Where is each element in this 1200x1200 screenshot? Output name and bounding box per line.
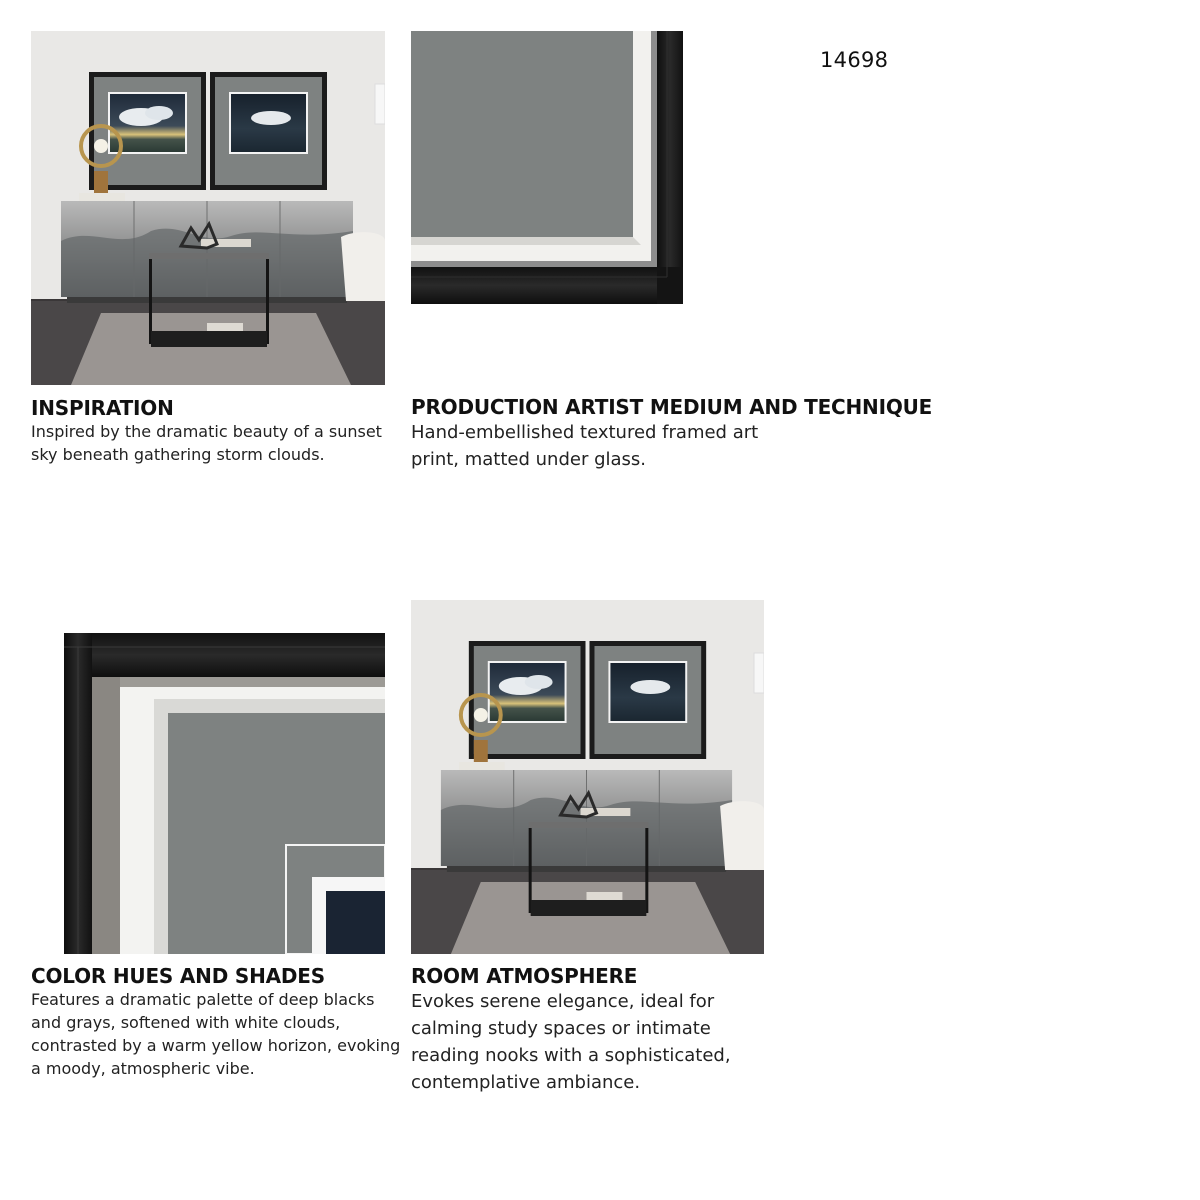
- product-sku: 14698: [820, 48, 889, 72]
- description-line: Inspired by the dramatic beauty of a sunset: [31, 422, 382, 441]
- description-line: print, matted under glass.: [411, 449, 647, 470]
- section-room-atmosphere: [411, 964, 811, 1096]
- section-inspiration: [31, 396, 401, 466]
- description-line: Evokes serene elegance, ideal for: [411, 991, 715, 1012]
- section-medium-technique: [411, 395, 931, 473]
- description-line: and grays, softened with white clouds,: [31, 1013, 341, 1032]
- description-line: a moody, atmospheric vibe.: [31, 1059, 255, 1078]
- room-photo-inspiration: [31, 31, 385, 385]
- frame-corner-closeup: [411, 31, 683, 304]
- section-title: ROOM ATMOSPHERE: [411, 964, 638, 988]
- section-title: INSPIRATION: [31, 396, 174, 420]
- section-description: [411, 419, 931, 473]
- frame-corner-color-detail: [64, 633, 385, 954]
- description-line: contrasted by a warm yellow horizon, evoking: [31, 1036, 401, 1055]
- section-description: [31, 988, 401, 1080]
- section-color-hues: [31, 964, 401, 1080]
- description-line: Hand-embellished textured framed art: [411, 422, 759, 443]
- section-title: COLOR HUES AND SHADES: [31, 964, 325, 988]
- description-line: sky beneath gathering storm clouds.: [31, 445, 325, 464]
- description-line: reading nooks with a sophisticated,: [411, 1045, 731, 1066]
- description-line: Features a dramatic palette of deep blacks: [31, 990, 375, 1009]
- section-title: PRODUCTION ARTIST MEDIUM AND TECHNIQUE: [411, 395, 933, 419]
- description-line: contemplative ambiance.: [411, 1072, 641, 1093]
- room-photo-atmosphere: [411, 600, 764, 954]
- section-description: [411, 988, 811, 1096]
- description-line: calming study spaces or intimate: [411, 1018, 711, 1039]
- section-description: [31, 420, 401, 466]
